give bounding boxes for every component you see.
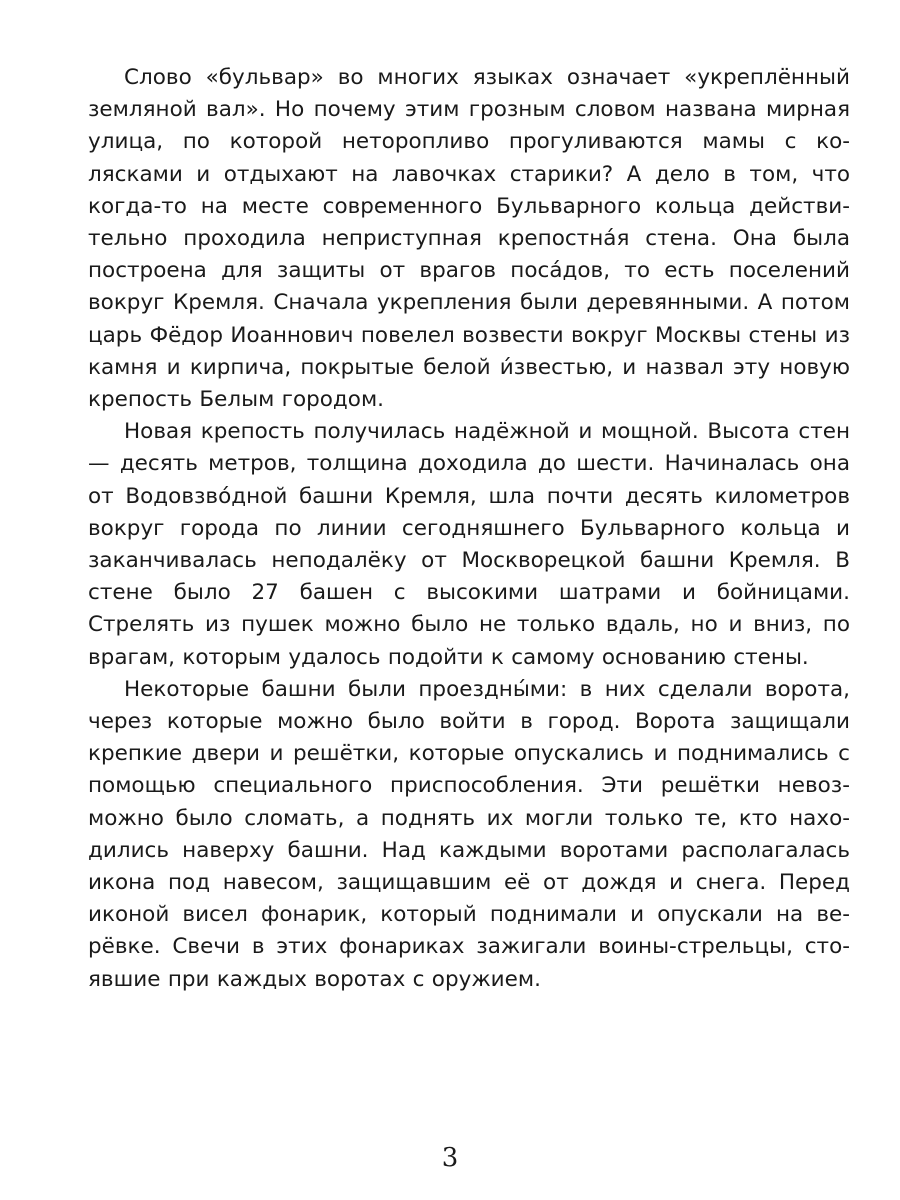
paragraph-fortress-description: Новая крепость получилась надёжной и мощной. Высота стен — десять метров, толщина доходила до шести. Начиналась она от Водовзво́дной башни Кремля, шла почти десять километров вокруг города по линии сегодняшнего Бульварного кольца и заканчивалась неподалёку от Москворецкой башни Кремля. В стене было 27 башен с высокими шатрами и бойницами. Стрелять из пушек можно было не только вдаль, но и вниз, по врагам, которым удалось подойти к самому основанию стены.	[88, 419, 850, 670]
paragraph-gate-towers: Некоторые башни были проездны́ми: в них сделали ворота, через которые можно было войти в город. Ворота защищали крепкие двери и решётки, которые опускались и поднимались с помощью специального приспособления. Эти решётки невозможно было сломать, а поднять их могли только те, кто находились наверху башни. Над каждыми воротами располагалась икона под навесом, защищавшим её от дождя и снега. Перед иконой висел фонарик, который поднимали и опускали на верёвке. Свечи в этих фонариках зажигали воины-стрельцы, стоявшие при каждых воротах с оружием.	[88, 676, 850, 992]
paragraph-boulevard-origin: Слово «бульвар» во многих языках означает «укреплённый земляной вал». Но почему этим грозным словом названа мирная улица, по которой неторопливо прогуливаются мамы с колясками и отдыхают на лавочках старики? А дело в том, что когда-то на месте современного Бульварного кольца действительно проходила неприступная крепостна́я стена. Она была построена для защиты от врагов поса́дов, то есть поселений вокруг Кремля. Сначала укрепления были деревянными. А потом царь Фёдор Иоаннович повелел возвести вокруг Москвы стены из камня и кирпича, покрытые белой и́звестью, и назвал эту новую крепость Белым городом.	[88, 65, 850, 413]
page-number: 3	[441, 1143, 459, 1173]
page-body	[88, 62, 850, 996]
